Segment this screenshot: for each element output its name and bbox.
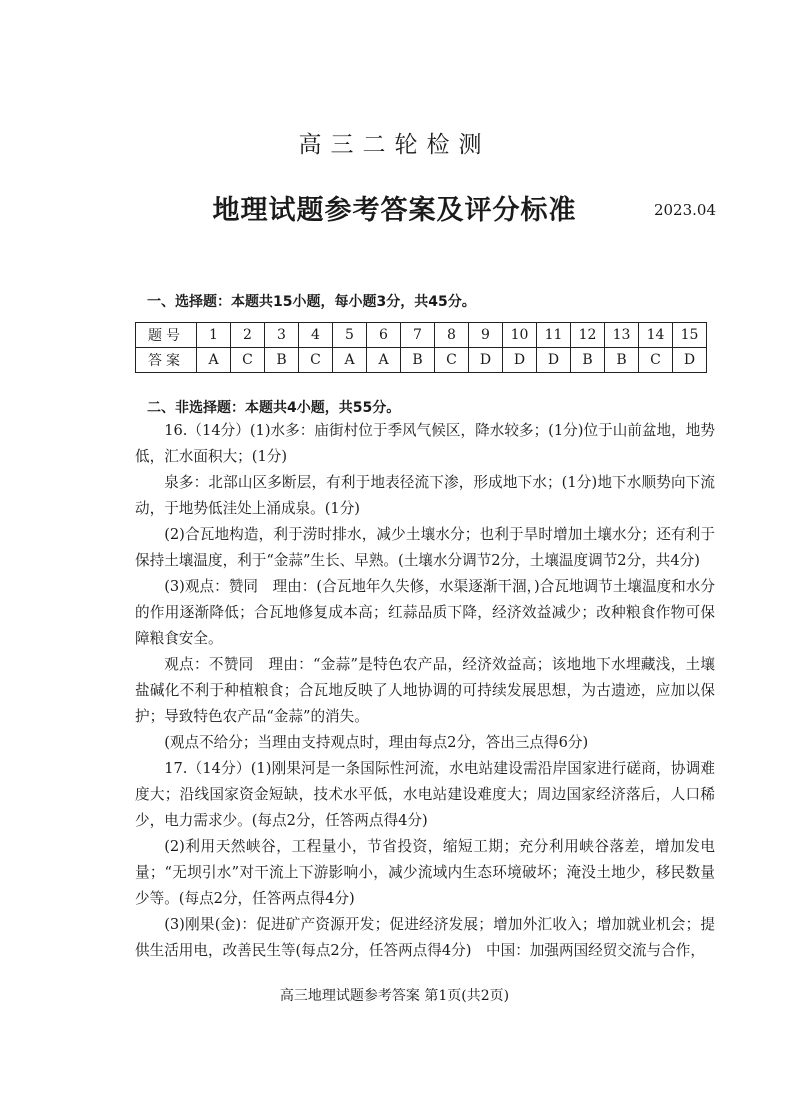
question-number-cell: 10 <box>503 323 537 348</box>
question-number-cell: 6 <box>367 323 401 348</box>
document-title: 地理试题参考答案及评分标准 <box>212 195 577 226</box>
question-number-cell: 12 <box>571 323 605 348</box>
page-footer: 高三地理试题参考答案 第1页(共2页) <box>279 988 510 1004</box>
row-label-numbers: 题号 <box>136 323 197 348</box>
answer-cell: D <box>469 348 503 373</box>
answer-table-answer-row <box>136 348 707 373</box>
section-heading-choice: 一、选择题：本题共15小题，每小题3分，共45分。 <box>147 294 476 310</box>
answer-cell: B <box>401 348 435 373</box>
question-number-cell: 5 <box>333 323 367 348</box>
question-number-cell: 4 <box>299 323 333 348</box>
paragraph: (3)刚果(金)：促进矿产资源开发；促进经济发展；增加外汇收入；增加就业机会；提供生活用电，改善民生等(每点2分，任答两点得4分) 中国：加强两国经贸交流与合作， <box>135 916 715 959</box>
question-number-cell: 7 <box>401 323 435 348</box>
document-date: 2023.04 <box>653 201 716 219</box>
answer-table <box>135 322 707 373</box>
section-heading-nonchoice: 二、非选择题：本题共4小题，共55分。 <box>147 400 401 416</box>
answer-cell: A <box>197 348 231 373</box>
paragraph: 17.（14分）(1)刚果河是一条国际性河流，水电站建设需沿岸国家进行磋商，协调难度大；沿线国家资金短缺，技术水平低，水电站建设难度大；周边国家经济落后，人口稀少，电力需求少。(每点2分，任答两点得4分) <box>135 760 715 829</box>
question-number-cell: 15 <box>673 323 707 348</box>
answer-cell: A <box>367 348 401 373</box>
paragraph: (2)利用天然峡谷，工程量小，节省投资，缩短工期；充分利用峡谷落差，增加发电量；“无坝引水”对干流上下游影响小，减少流域内生态环境破坏；淹没土地少，移民数量少等。(每点2分，任答两点得4分) <box>135 838 715 907</box>
question-number-cell: 1 <box>197 323 231 348</box>
row-label-answers: 答案 <box>136 348 197 373</box>
answer-cell: D <box>537 348 571 373</box>
answer-cell: B <box>605 348 639 373</box>
answer-cell: A <box>333 348 367 373</box>
question-number-cell: 3 <box>265 323 299 348</box>
answer-cell: C <box>639 348 673 373</box>
paragraph: 16.（14分）(1)水多：庙街村位于季风气候区，降水较多；(1分)位于山前盆地，地势低，汇水面积大；(1分) <box>135 422 715 465</box>
paragraph: 观点：不赞同 理由：“金蒜”是特色农产品，经济效益高；该地地下水埋藏浅，土壤盐碱化不利于种植粮食；合瓦地反映了人地协调的可持续发展思想，为古遗迹，应加以保护；导致特色农产品“金蒜”的消失。 <box>135 656 715 725</box>
answer-cell: B <box>571 348 605 373</box>
paragraph: 泉多：北部山区多断层，有利于地表径流下渗，形成地下水；(1分)地下水顺势向下流动，于地势低洼处上涌成泉。(1分) <box>135 474 715 517</box>
page-title: 高三二轮检测 <box>298 132 491 158</box>
answer-cell: D <box>673 348 707 373</box>
question-number-cell: 14 <box>639 323 673 348</box>
answer-cell: B <box>265 348 299 373</box>
question-number-cell: 11 <box>537 323 571 348</box>
answer-table-number-row <box>136 323 707 348</box>
paragraph: (观点不给分；当理由支持观点时，理由每点2分，答出三点得6分) <box>164 734 589 751</box>
question-number-cell: 8 <box>435 323 469 348</box>
answer-cell: C <box>231 348 265 373</box>
paragraph: (2)合瓦地构造，利于涝时排水，减少土壤水分；也利于旱时增加土壤水分；还有利于保持土壤温度，利于“金蒜”生长、早熟。(土壤水分调节2分，土壤温度调节2分，共4分) <box>135 526 715 569</box>
answer-cell: C <box>299 348 333 373</box>
question-number-cell: 13 <box>605 323 639 348</box>
question-number-cell: 2 <box>231 323 265 348</box>
answer-body <box>135 418 715 964</box>
answer-cell: C <box>435 348 469 373</box>
paragraph: (3)观点：赞同 理由：(合瓦地年久失修，水渠逐渐干涸，)合瓦地调节土壤温度和水分的作用逐渐降低；合瓦地修复成本高；红蒜品质下降，经济效益减少；改种粮食作物可保障粮食安全。 <box>135 578 715 647</box>
question-number-cell: 9 <box>469 323 503 348</box>
answer-cell: D <box>503 348 537 373</box>
